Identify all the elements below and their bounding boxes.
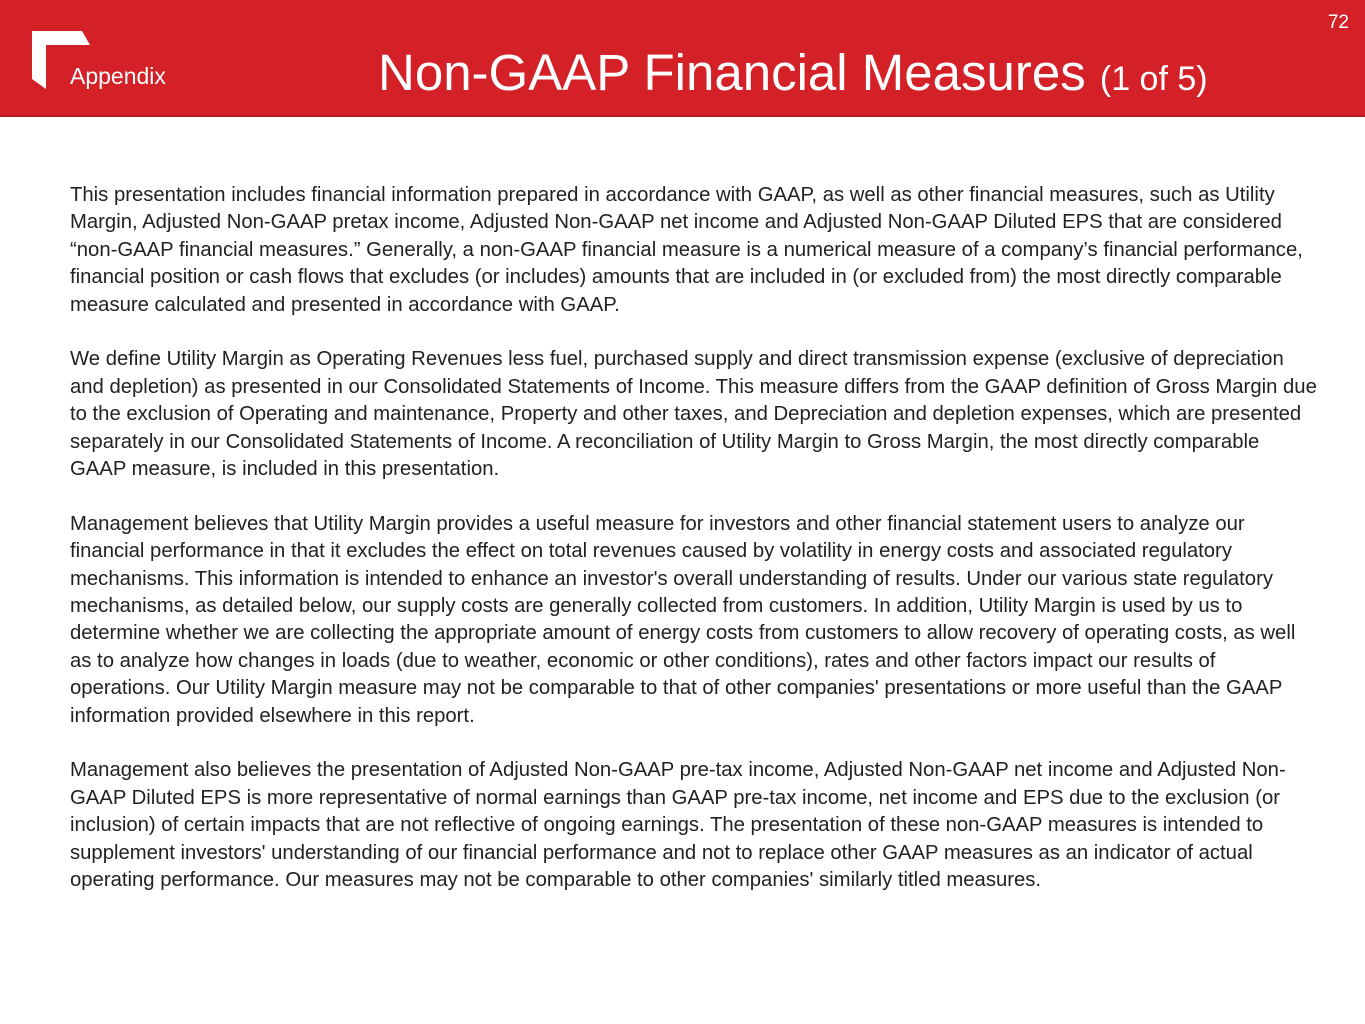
title-subtitle: (1 of 5) (1099, 60, 1208, 98)
page-number: 72 (1327, 12, 1349, 33)
header-bar (0, 0, 1365, 117)
paragraph-adjusted-measures: Management also believes the presentation of Adjusted Non-GAAP pre-tax income, Adjusted Non-GAAP net income and Adjusted Non-GAAP Diluted EPS is more representative of normal earnings than GAAP pre-tax income, net income and EPS due to the exclusion (or inclusion) of certain impacts that are not reflective of ongoing earnings. The presentation of these non-GAAP measures is intended to supplement investors' understanding of our financial performance and not to replace other GAAP measures as an indicator of actual operating performance. Our measures may not be comparable to other companies' similarly titled measures. (70, 759, 1286, 892)
section-label: Appendix (70, 63, 166, 89)
paragraph-utility-margin-usefulness: Management believes that Utility Margin provides a useful measure for investors and other financial statement users to analyze our financial performance in that it excludes the effect on total revenues caused by volatility in energy costs and associated regulatory mechanisms. This information is intended to enhance an investor's overall understanding of results. Under our various state regulatory mechanisms, as detailed below, our supply costs are generally collected from customers. In addition, Utility Margin is used by us to determine whether we are collecting the appropriate amount of energy costs from customers to allow recovery of operating costs, as well as to analyze how changes in loads (due to weather, economic or other conditions), rates and other factors impact our results of operations. Our Utility Margin measure may not be comparable to that of other companies' presentations or more useful than the GAAP information provided elsewhere in this report. (70, 512, 1296, 727)
title-text: Non-GAAP Financial Measures (378, 44, 1086, 101)
page-title (378, 42, 1208, 110)
paragraph-utility-margin-definition: We define Utility Margin as Operating Revenues less fuel, purchased supply and direct transmission expense (exclusive of depreciation and depletion) as presented in our Consolidated Statements of Income. This measure differs from the GAAP definition of Gross Margin due to the exclusion of Operating and maintenance, Property and other taxes, and Depreciation and depletion expenses, which are presented separately in our Consolidated Statements of Income. A reconciliation of Utility Margin to Gross Margin, the most directly comparable GAAP measure, is included in this presentation. (70, 348, 1317, 481)
paragraph-intro: This presentation includes financial information prepared in accordance with GAAP, as well as other financial measures, such as Utility Margin, Adjusted Non-GAAP pretax income, Adjusted Non-GAAP net income and Adjusted Non-GAAP Diluted EPS that are considered “non-GAAP financial measures.” Generally, a non-GAAP financial measure is a numerical measure of a company’s financial performance, financial position or cash flows that excludes (or includes) amounts that are included in (or excluded from) the most directly comparable measure calculated and presented in accordance with GAAP. (70, 184, 1303, 316)
body-text (70, 182, 1320, 922)
